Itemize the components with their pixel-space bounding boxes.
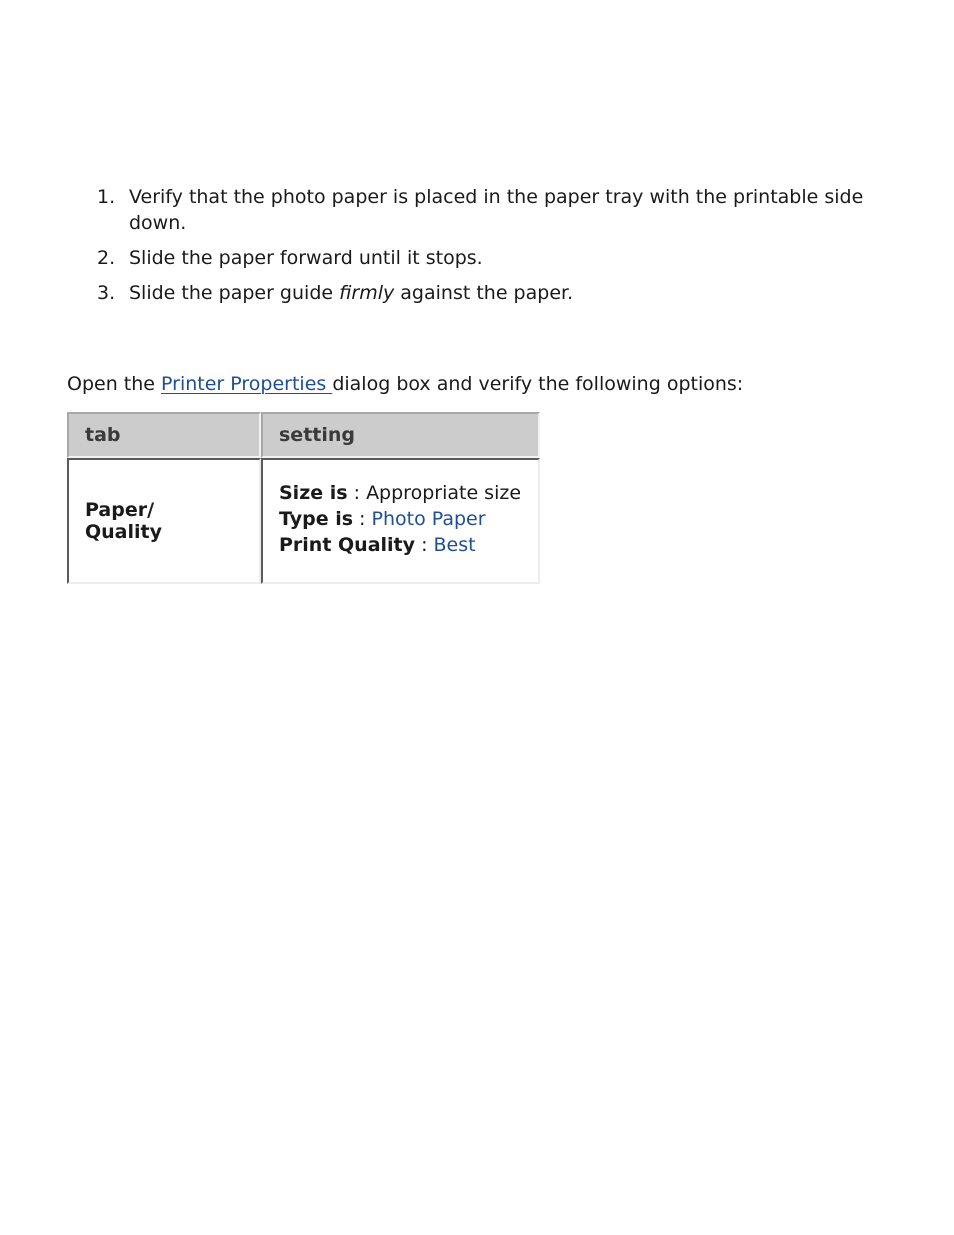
- step-number: 1.: [97, 186, 116, 208]
- setting-cell: [261, 458, 540, 584]
- setting-separator: :: [347, 482, 367, 504]
- setting-separator: :: [415, 534, 434, 556]
- printer-properties-link[interactable]: Printer Properties: [161, 373, 333, 395]
- setting-value: Photo Paper: [371, 508, 486, 530]
- table-row: [67, 458, 540, 584]
- column-header-setting: setting: [261, 412, 540, 458]
- intro-paragraph: [67, 371, 743, 397]
- step-text-before: Slide the paper guide: [129, 282, 340, 304]
- setting-print-quality: [279, 534, 522, 556]
- options-table: [67, 412, 540, 584]
- setting-type: [279, 508, 522, 530]
- setting-size: [279, 482, 522, 504]
- setting-value: Best: [433, 534, 476, 556]
- setting-value: Appropriate size: [366, 482, 522, 504]
- step-number: 3.: [97, 282, 116, 304]
- step-emphasis: firmly: [339, 282, 395, 304]
- setting-separator: :: [353, 508, 372, 530]
- tab-cell: [67, 458, 261, 584]
- step-item: [0, 245, 954, 271]
- column-header-tab: tab: [67, 412, 261, 458]
- table-header-row: [67, 412, 540, 458]
- step-item: [0, 280, 954, 306]
- instruction-steps: [0, 184, 954, 315]
- step-text-after: against the paper.: [394, 282, 574, 304]
- step-item: [0, 184, 954, 236]
- step-text: Slide the paper forward until it stops.: [129, 247, 483, 269]
- setting-label: Type is: [279, 508, 354, 530]
- intro-text-before: Open the: [67, 373, 162, 395]
- intro-text-after: dialog box and verify the following options:: [332, 373, 744, 395]
- setting-label: Size is: [279, 482, 348, 504]
- step-text: Verify that the photo paper is placed in the paper tray with the printable side down.: [129, 186, 864, 234]
- setting-label: Print Quality: [279, 534, 416, 556]
- tab-name: Paper/ Quality: [85, 499, 162, 543]
- step-number: 2.: [97, 247, 116, 269]
